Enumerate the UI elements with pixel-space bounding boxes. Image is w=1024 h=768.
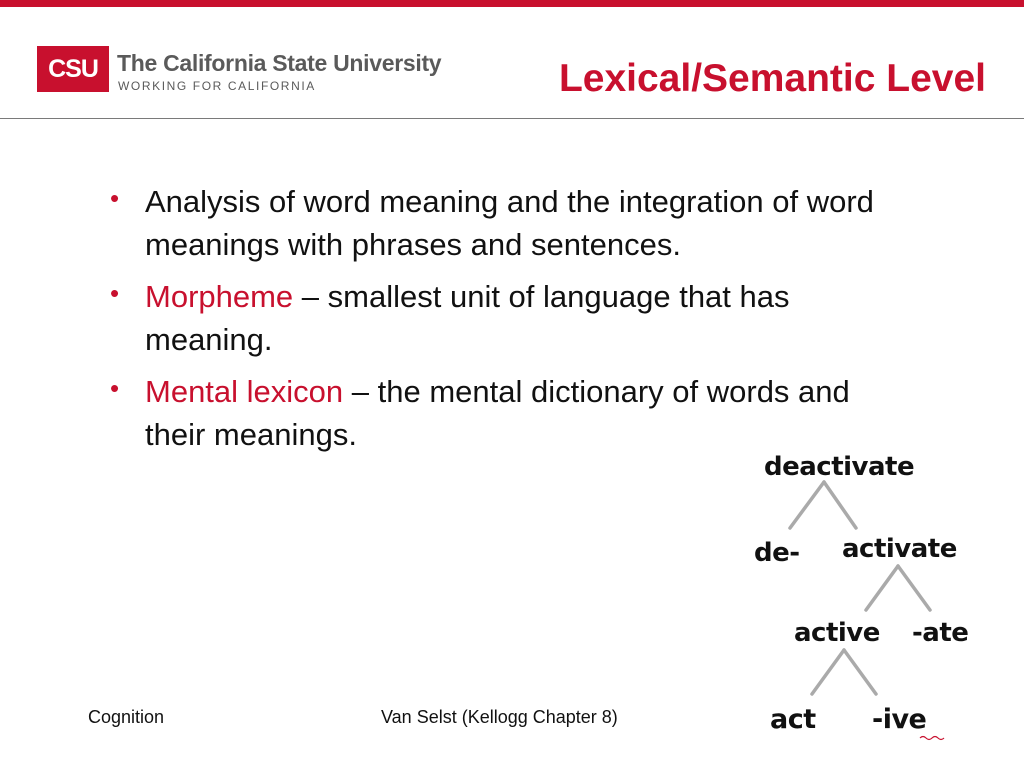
branch-line (790, 482, 824, 528)
header-divider (0, 118, 1024, 119)
top-accent-bar (0, 0, 1024, 7)
bullet-dot-icon: • (110, 373, 120, 403)
tree-word-root: deactivate (764, 452, 915, 482)
bullet-text: – smallest unit of language that has meaning. (145, 279, 790, 357)
csu-logo-mark: CSU (37, 46, 109, 92)
csu-logo-name: The California State University (117, 50, 442, 76)
tree-word-suffix: -ate (912, 618, 969, 648)
bullet-text: – the mental dictionary of words and their meanings. (145, 374, 850, 452)
csu-logo-tagline: WORKING FOR CALIFORNIA (118, 79, 316, 93)
tree-word-stem: activate (842, 534, 957, 564)
tree-word-prefix: de- (754, 538, 800, 568)
tree-word-root-morpheme: act (770, 704, 816, 735)
tree-branches (748, 444, 988, 744)
bullet-text: Analysis of word meaning and the integration of word meanings with phrases and sentences. (145, 184, 874, 262)
morpheme-tree-diagram (748, 444, 988, 744)
bullet-item (110, 275, 910, 361)
tree-word-base: active (794, 618, 880, 648)
bullet-list (110, 180, 910, 465)
branch-line (824, 482, 856, 528)
branch-line (898, 566, 930, 610)
bullet-item (110, 180, 910, 266)
bullet-dot-icon: • (110, 183, 120, 213)
footer-course: Cognition (88, 707, 165, 727)
slide-title: Lexical/Semantic Level (558, 57, 986, 100)
branch-line (866, 566, 898, 610)
branch-line (812, 650, 844, 694)
tree-word-suffix-ive: -ive (872, 704, 927, 735)
spellcheck-underline (920, 737, 944, 740)
branch-line (844, 650, 876, 694)
bullet-dot-icon: • (110, 278, 120, 308)
footer-source: Van Selst (Kellogg Chapter 8) (381, 707, 618, 727)
bullet-term: Mental lexicon (145, 374, 344, 409)
bullet-term: Morpheme (145, 279, 294, 314)
